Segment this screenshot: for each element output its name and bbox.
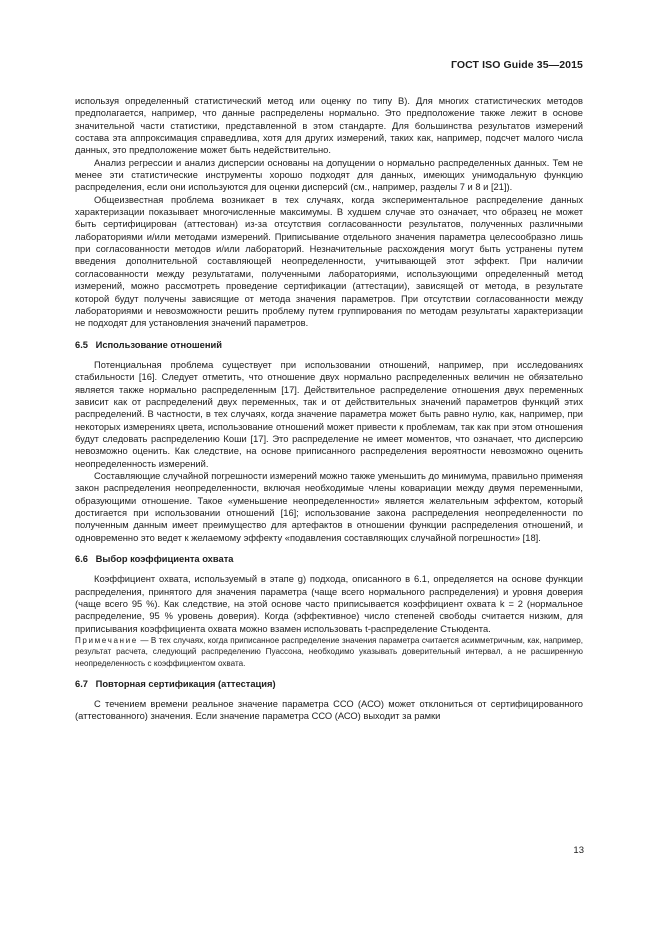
section-heading-6-5: [75, 339, 583, 351]
paragraph-ratios-2: Составляющие случайной погрешности измерений можно также уменьшить до минимума, правильно применяя закон распределения неопределенности, включая необходимые члены ковариации между двумя переменными, образующими отношение. Такое «уменьшение неопределенности» является желательным эффектом, который достигается при использовании отношений [16]; использование закона распределения неопределенности по полученным данным имеет преимущество для артефактов в отношении функции распределения отношений, и одновременно это ведет к желаемому эффекту «подавления составляющих случайной погрешности» [18].: [75, 470, 583, 543]
section-title: Повторная сертификация (аттестация): [95, 678, 276, 689]
document-header: ГОСТ ISO Guide 35—2015: [450, 59, 583, 71]
section-number: 6.7: [75, 678, 88, 689]
page-number: 13: [573, 845, 584, 856]
paragraph-coverage-factor: Коэффициент охвата, используемый в этапе g) подхода, описанного в 6.1, определяется на основе функции распределения, принятого для значения параметра (чаще всего нормального распределения) и уровня доверия (чаще всего 95 %). Как следствие, на этой основе часто приписывается коэффициент охвата k = 2 (нормальное распределение, 95 % уровень доверия). Когда (эффективное) число степеней свободы считается низким, для приписывания коэффициента охвата можно взамен использовать t-распределение Стьюдента.: [75, 574, 583, 634]
section-title: Использование отношений: [95, 339, 222, 350]
section-heading-6-7: [75, 678, 583, 690]
note-dash: —: [137, 636, 151, 646]
paragraph-regression: Анализ регрессии и анализ дисперсии основаны на допущении о нормально распределенных данных. Тем не менее эти статистические инструменты хорошо подходят для данных, имеющих унимодальную функцию распределения, если они используются для оценки дисперсий (см., например, разделы 7 и 8 и [21]).: [75, 157, 583, 193]
paragraph-multimodal-problem: Общеизвестная проблема возникает в тех случаях, когда экспериментальное распределение данных характеризации показывает многочисленные максимумы. В худшем случае это означает, что образец не может быть сертифицирован (аттестован) из-за отсутствия согласованности результатов, полученных различными лабораториями и/или методами измерений. Приписывание отдельного значения параметра целесообразно лишь при согласованности методов и/или лабораторий. Незначительные расхождения могут быть устранены путем введения дополнительной составляющей неопределенности, учитывающей этот эффект. При наличии согласованности между результатами, полученными лабораториями, использующими определенный метод измерений, можно рассмотреть проведение сертификации (аттестации), зависящей от метода, в результате которой будут получены зависящие от метода значения параметров. При отсутствии согласованности между лабораториями и невозможности решить проблему путем группирования по методам результаты характеризации не подходят для установления значений параметров.: [75, 194, 583, 329]
section-title: Выбор коэффициента охвата: [95, 554, 234, 565]
note-label: Примечание: [75, 636, 138, 646]
paragraph-continuation: используя определенный статистический метод или оценку по типу B). Для многих статистических методов предполагается, например, что данные распределены нормально. Это предположение также лежит в основе значительной части статистики, представленной в этом стандарте. Для большинства результатов измерений состава эта аппроксимация справедлива, хотя для других измерений, таких как, например, подсчет малого числа данных, это предположение может быть недействительно.: [75, 96, 583, 156]
section-heading-6-6: [75, 553, 583, 565]
note-text: В тех случаях, когда приписанное распределение значения параметра считается асимметричным, как, например, результат расчета, следующий распределению Пуассона, необходимо указывать доверительный интервал, а не расширенную неопределенность с коэффициентом охвата.: [75, 636, 584, 668]
paragraph-ratios-1: Потенциальная проблема существует при использовании отношений, например, при исследованиях стабильности [16]. Следует отметить, что отношение двух нормально распределенных величин не обязательно является также нормально распределенным [17]. Действительное распределение отношения двух переменных зависит как от распределений двух переменных, так и от действительных значений параметров функций этих распределений. В частности, в тех случаях, когда значение параметра может быть равно нулю, как, например, при некоторых измерениях цвета, использование отношений может привести к проблемам, так как при этом отношения будут следовать распределению Коши [17]. Это распределение не имеет моментов, что означает, что дисперсию невозможно оценить. Как следствие, на основе приписанного распределения вероятности невозможно оценить неопределенность измерений.: [75, 359, 583, 469]
section-number: 6.6: [75, 554, 88, 565]
section-number: 6.5: [75, 339, 88, 350]
document-body: [75, 95, 583, 723]
note: [75, 635, 583, 669]
paragraph-recertification: С течением времени реальное значение параметра ССО (АСО) может отклониться от сертифицированного (аттестованного) значения. Если значение параметра ССО (АСО) выходит за рамки: [75, 699, 583, 722]
